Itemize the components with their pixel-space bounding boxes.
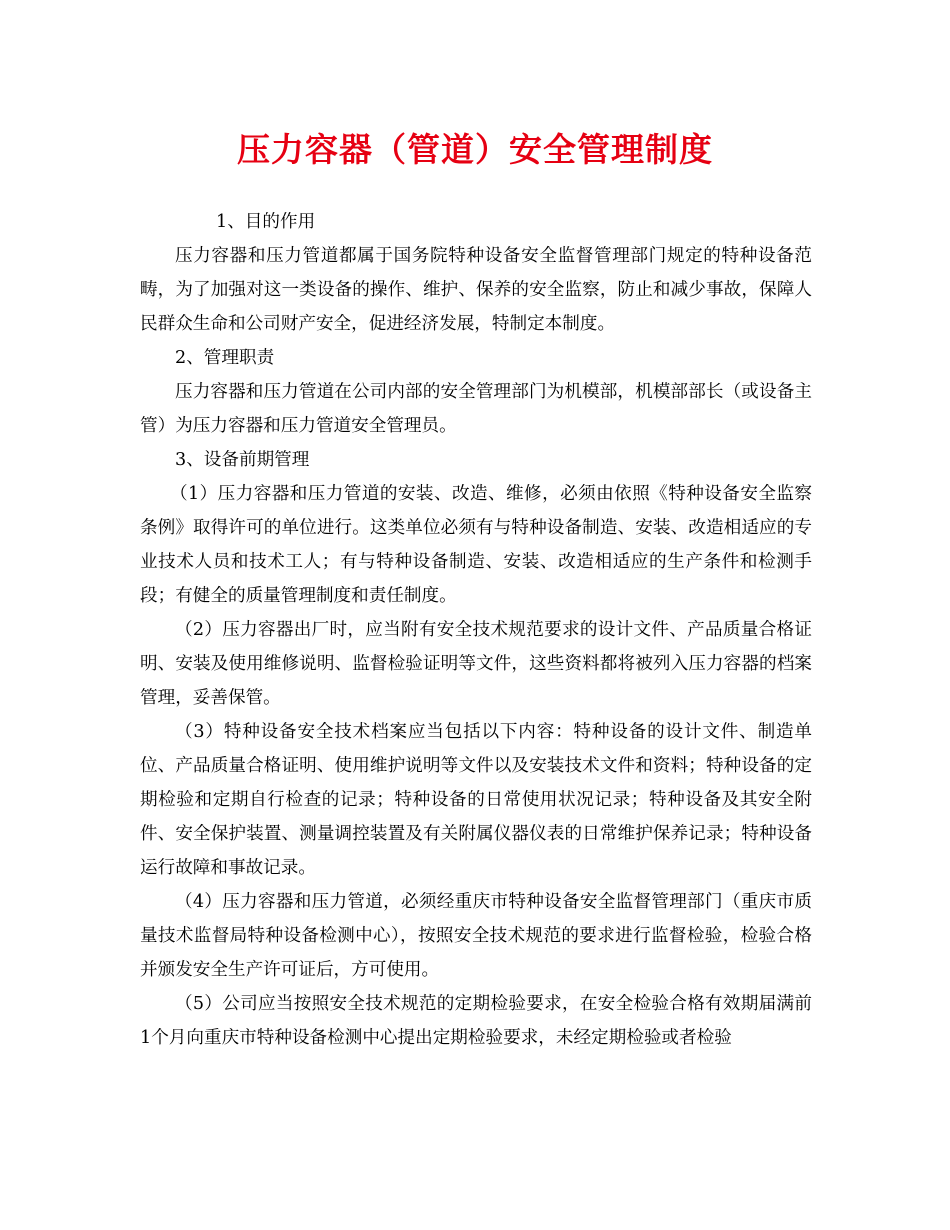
paragraph-purpose: 压力容器和压力管道都属于国务院特种设备安全监督管理部门规定的特种设备范畴，为了加强对这一类设备的操作、维护、保养的安全监察，防止和减少事故，保障人民群众生命和公司财产安全，促进经济发展，特制定本制度。 <box>140 246 812 334</box>
document-title: 压力容器（管道）安全管理制度 <box>237 130 713 169</box>
paragraph-responsibility: 压力容器和压力管道在公司内部的安全管理部门为机模部，机模部部长（或设备主管）为压力容器和压力管道安全管理员。 <box>140 382 812 436</box>
paragraph-item-3: （3）特种设备安全技术档案应当包括以下内容：特种设备的设计文件、制造单位、产品质量合格证明、使用维护说明等文件以及安装技术文件和资料；特种设备的定期检验和定期自行检查的记录；特种设备的日常使用状况记录；特种设备及其安全附件、安全保护装置、测量调控装置及有关附属仪器仪表的日常维护保养记录；特种设备运行故障和事故记录。 <box>140 722 812 878</box>
document-body <box>140 205 812 1055</box>
section-heading-purpose: 1、目的作用 <box>216 212 316 232</box>
paragraph-item-2: （2）压力容器出厂时，应当附有安全技术规范要求的设计文件、产品质量合格证明、安装及使用维修说明、监督检验证明等文件，这些资料都将被列入压力容器的档案管理，妥善保管。 <box>140 620 812 708</box>
paragraph-item-5: （5）公司应当按照安全技术规范的定期检验要求，在安全检验合格有效期届满前1个月向重庆市特种设备检测中心提出定期检验要求，未经定期检验或者检验 <box>140 994 812 1048</box>
paragraph-item-1: （1）压力容器和压力管道的安装、改造、维修，必须由依照《特种设备安全监察条例》取得许可的单位进行。这类单位必须有与特种设备制造、安装、改造相适应的专业技术人员和技术工人；有与特种设备制造、安装、改造相适应的生产条件和检测手段；有健全的质量管理制度和责任制度。 <box>140 484 812 606</box>
paragraph-item-4: （4）压力容器和压力管道，必须经重庆市特种设备安全监督管理部门（重庆市质量技术监督局特种设备检测中心），按照安全技术规范的要求进行监督检验，检验合格并颁发安全生产许可证后，方可使用。 <box>140 892 812 980</box>
section-heading-responsibility: 2、管理职责 <box>175 348 275 368</box>
section-heading-early-management: 3、设备前期管理 <box>175 450 310 470</box>
